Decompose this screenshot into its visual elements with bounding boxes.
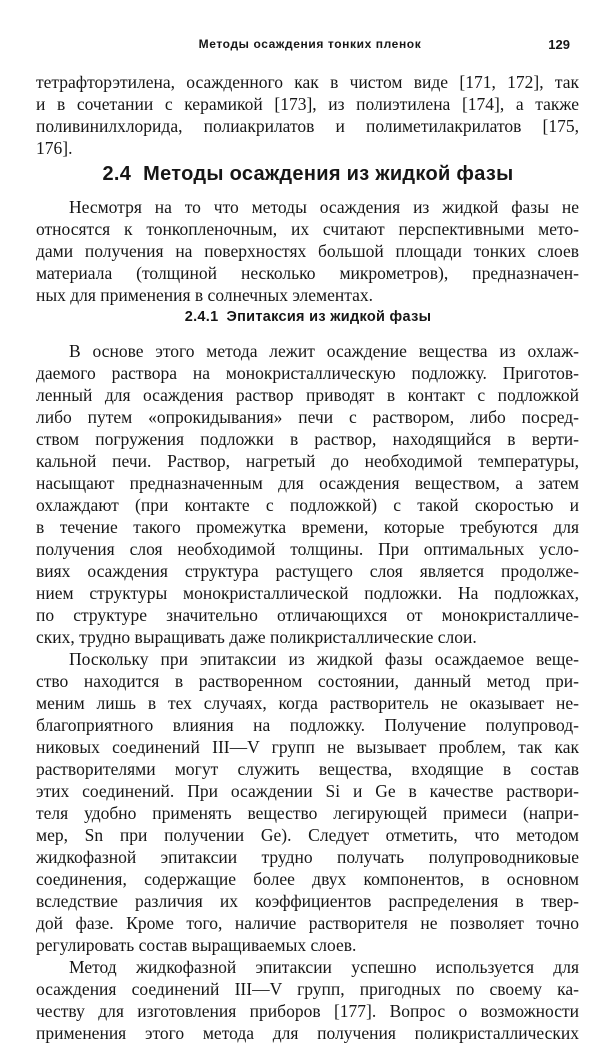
section-title: Методы осаждения из жидкой фазы [143,163,514,185]
text-line: материала (толщиной несколько микрометров), предназначен- [36,263,579,283]
section-number: 2.4 [102,163,132,185]
text-line: ских, трудно выращивать даже поликристаллические слои. [36,627,477,647]
section-intro-paragraph [36,196,579,306]
paragraph-method-basis [36,340,579,648]
subsection-heading [0,309,616,325]
text-line: никовых соединений III—V групп не вызывает проблем, так как [36,737,579,757]
text-line: Несмотря на то что методы осаждения из жидкой фазы не [69,197,579,217]
text-line: жидкофазной эпитаксии трудно получать полупроводниковые [36,847,579,867]
text-line: растворителями могут служить вещества, входящие в состав [36,759,579,779]
section-heading [0,163,616,186]
text-line: по структуре значительно отличающихся от монокристалличе- [36,605,579,625]
text-line: ленный для осаждения раствор приводят в контакт с подложкой [36,385,579,405]
text-line: насыщают предназначенным для осаждения веществом, а затем [36,473,579,493]
subsection-title: Эпитаксия из жидкой фазы [226,309,432,325]
body-text [36,340,579,1044]
text-line: ство находится в растворенном состоянии, данный метод при- [36,671,579,691]
page-number: 129 [548,37,570,52]
running-title: Методы осаждения тонких пленок [198,37,422,51]
text-line: тетрафторэтилена, осажденного как в чистом виде [171, 172], так [36,72,579,92]
text-line: либо путем «опрокидывания» печи с раствором, либо посред- [36,407,579,427]
text-line: ных для применения в солнечных элементах. [36,285,373,305]
text-line: относятся к тонкопленочным, их считают перспективными мето- [36,219,579,239]
text-line: теля удобно применять вещество легирующей примеси (напри- [36,803,579,823]
text-line: охлаждают (при контакте с подложкой) с такой скоростью и [36,495,579,515]
text-line: дами получения на поверхностях большой площади тонких слоев [36,241,579,261]
text-line: 176]. [36,138,73,158]
running-header [50,37,570,55]
text-line: В основе этого метода лежит осаждение вещества из охлаж- [69,341,579,361]
text-line: применения этого метода для получения поликристаллических [36,1023,579,1043]
text-line: Метод жидкофазной эпитаксии успешно используется для [69,957,579,977]
text-line: этих соединений. При осаждении Si и Ge в качестве раствори- [36,781,579,801]
paragraph-solvent-conditions [36,648,579,956]
text-line: меним лишь в тех случаях, когда растворитель не оказывает не- [36,693,579,713]
text-line: мер, Sn при получении Ge). Следует отметить, что методом [36,825,579,845]
text-line: Поскольку при эпитаксии из жидкой фазы осаждаемое веще- [69,649,579,669]
text-line: ством погружения подложки в раствор, находящийся в верти- [36,429,579,449]
text-line: осаждения соединений III—V групп, пригодных по своему ка- [36,979,579,999]
paragraph-continued [36,71,579,159]
subsection-number: 2.4.1 [184,309,219,325]
text-line: виях осаждения структура растущего слоя является продолже- [36,561,579,581]
text-line: нием структуры монокристаллической подложки. На подложках, [36,583,579,603]
text-line: получения слоя необходимой толщины. При оптимальных усло- [36,539,579,559]
text-line: честву для изготовления приборов [177]. Вопрос о возможности [36,1001,579,1021]
text-line: регулировать состав выращиваемых слоев. [36,935,357,955]
text-line: и в сочетании с керамикой [173], из полиэтилена [174], а также [36,94,579,114]
paragraph-applications [36,956,579,1044]
text-line: даемого раствора на монокристаллическую подложку. Приготов- [36,363,579,383]
text-line: кальной печи. Раствор, нагретый до необходимой температуры, [36,451,579,471]
text-line: благоприятного влияния на подложку. Получение полупровод- [36,715,579,735]
text-line: дой фазе. Кроме того, наличие растворителя не позволяет точно [36,913,579,933]
text-line: в течение такого промежутка времени, которые требуются для [36,517,579,537]
text-line: вследствие различия их коэффициентов распределения в твер- [36,891,579,911]
text-line: соединения, содержащие более двух компонентов, в основном [36,869,579,889]
text-line: поливинилхлорида, полиакрилатов и полиметилакрилатов [175, [36,116,579,136]
